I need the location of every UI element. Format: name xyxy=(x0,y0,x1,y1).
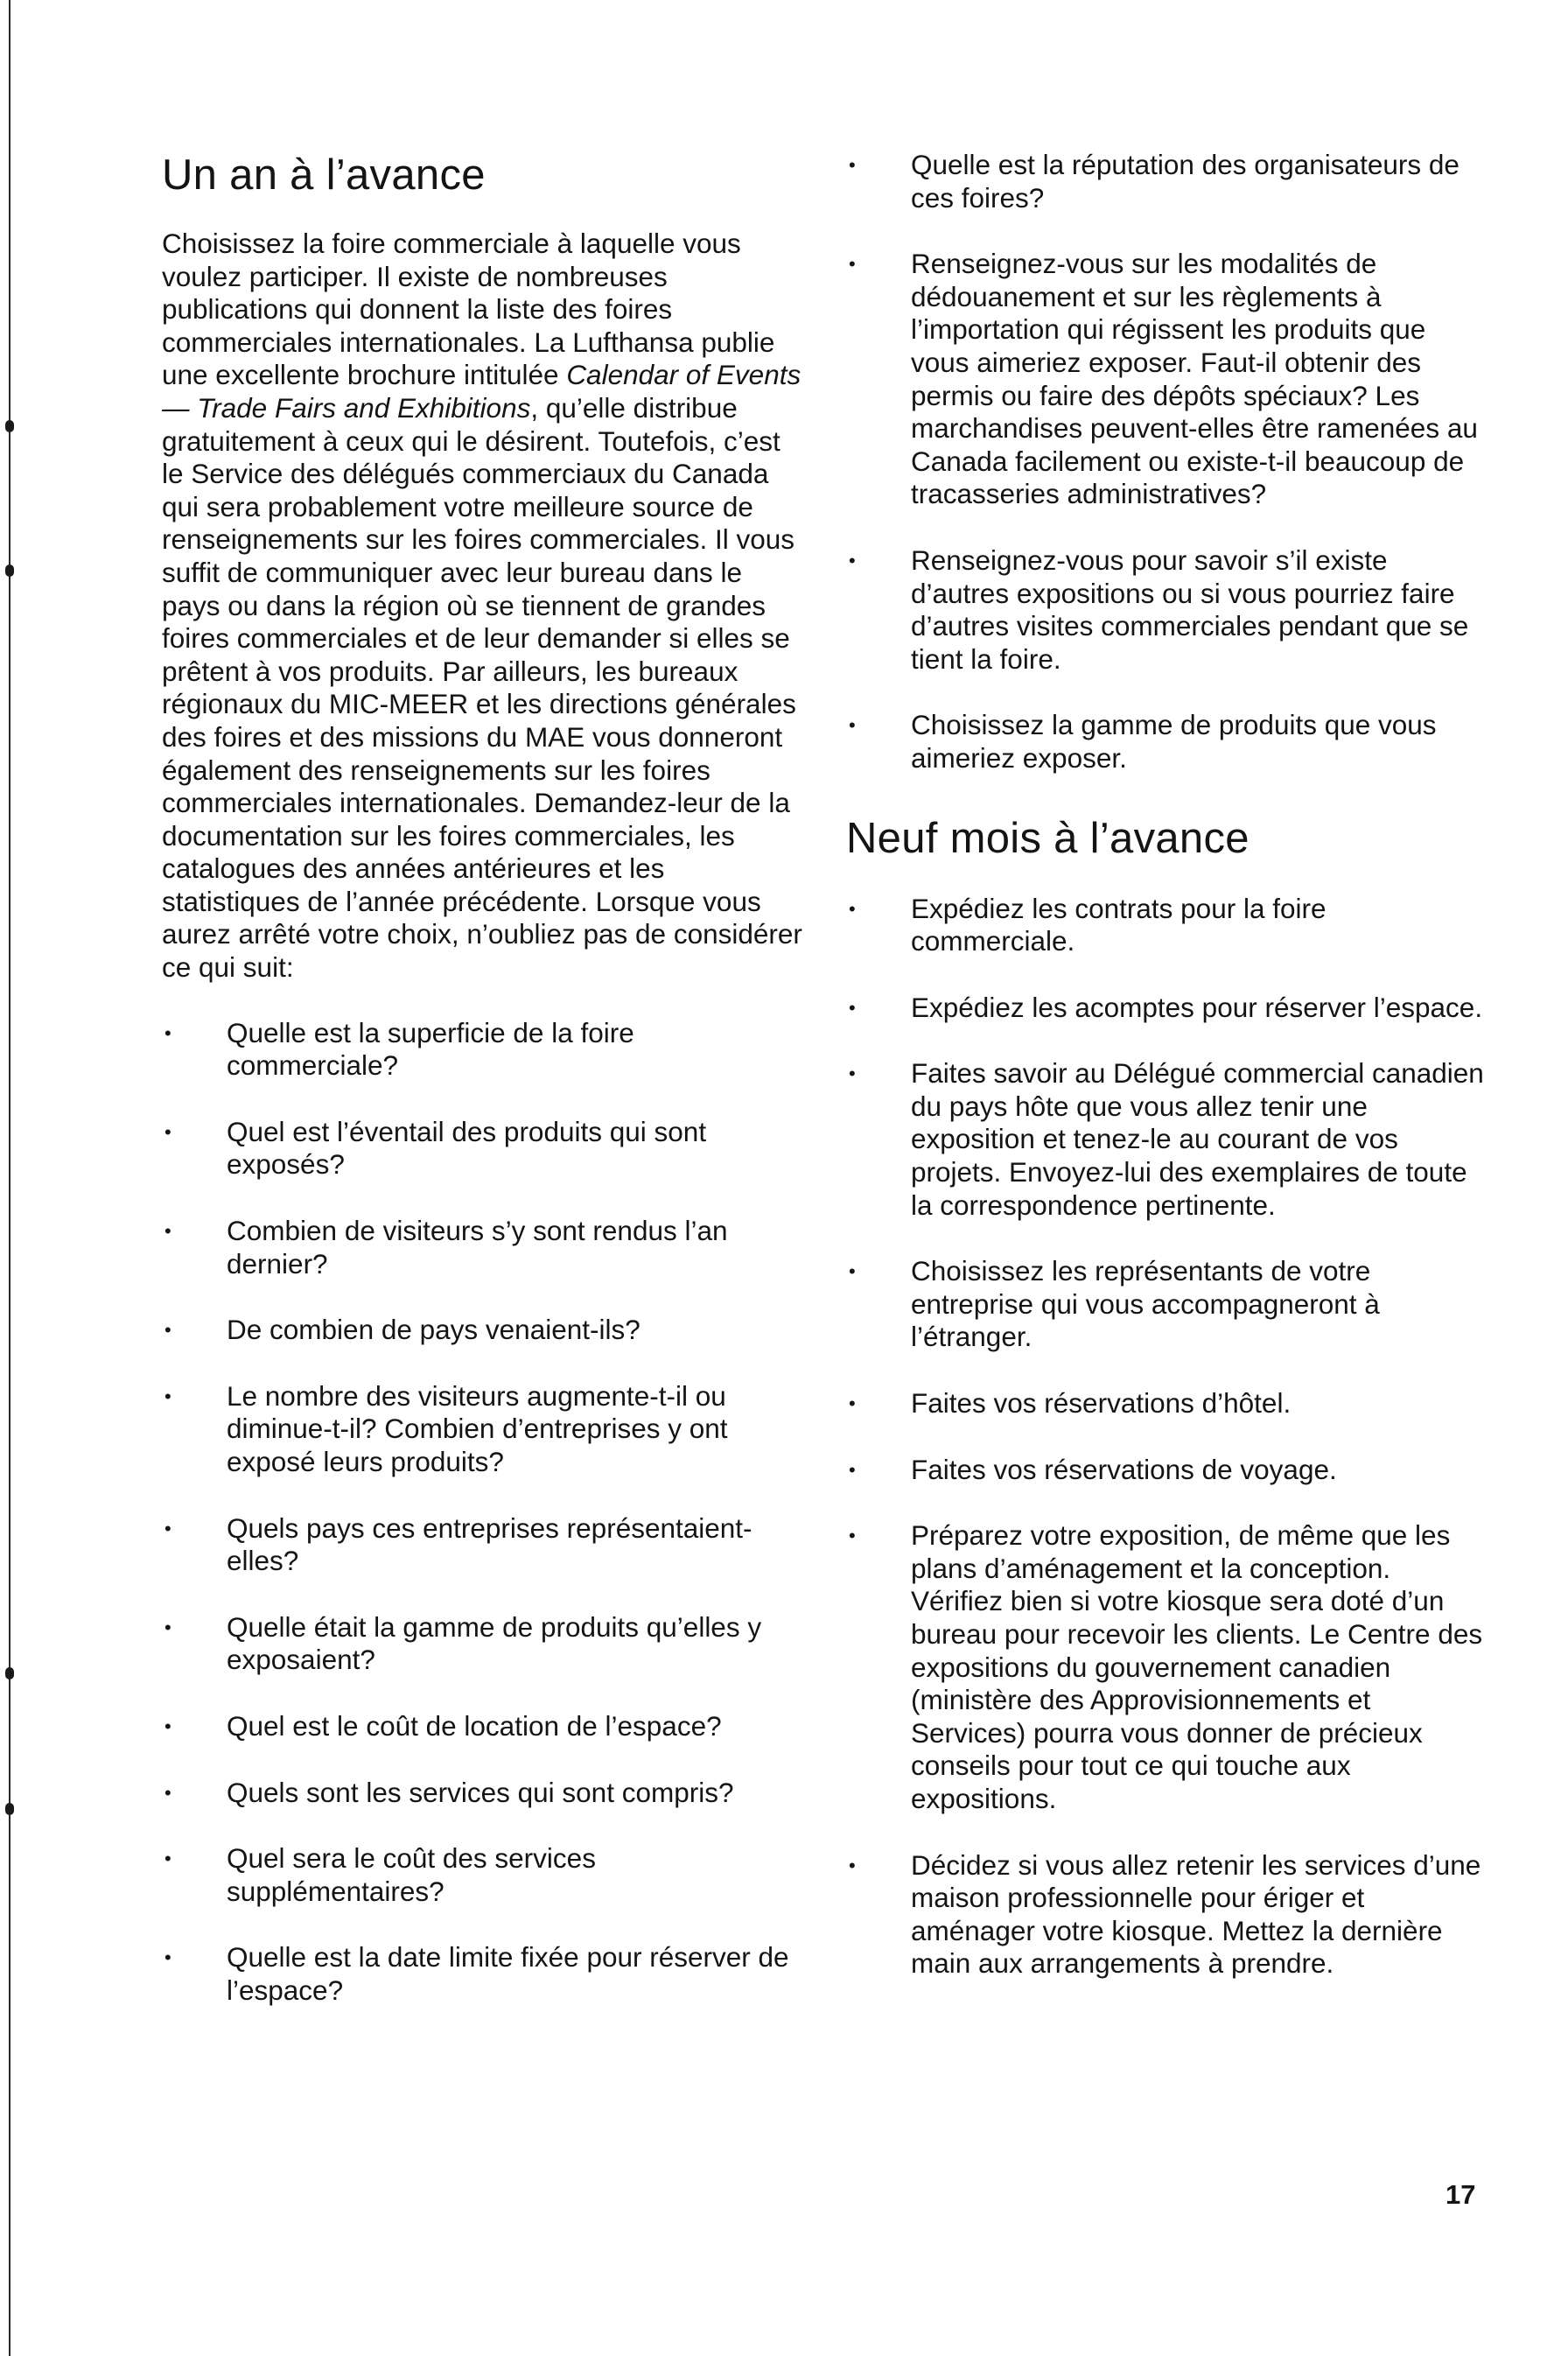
bullet-item xyxy=(162,1842,805,1908)
bullet-glyph: • xyxy=(164,1220,172,1243)
binding-hole-mark xyxy=(5,1667,14,1679)
bullet-glyph: • xyxy=(849,1062,856,1085)
bullet-glyph: • xyxy=(849,253,856,276)
bullet-glyph: • xyxy=(164,1517,172,1539)
bullet-glyph: • xyxy=(164,1781,172,1804)
bullet-item xyxy=(846,248,1485,511)
bullet-item xyxy=(162,1941,805,2007)
bullet-item xyxy=(846,149,1485,214)
binding-hole-mark xyxy=(5,420,14,432)
bullet-text: Expédiez les acomptes pour réserver l’espace. xyxy=(911,991,1483,1023)
bullet-item xyxy=(846,1255,1485,1354)
bullet-glyph: • xyxy=(164,1319,172,1342)
bullet-text: Quels sont les services qui sont compris? xyxy=(227,1776,734,1808)
bullet-glyph: • xyxy=(164,1385,172,1407)
bullet-item xyxy=(162,1314,805,1347)
bullet-item xyxy=(162,1116,805,1182)
checklist-left xyxy=(162,1017,805,2008)
bullet-text: Quelle est la réputation des organisateurs de ces foires? xyxy=(911,149,1460,214)
bullet-text: Quelle est la date limite fixée pour réserver de l’espace? xyxy=(227,1941,789,2006)
left-column xyxy=(162,149,805,2041)
bullet-text: Décidez si vous allez retenir les services d’une maison professionnelle pour ériger et aménager votre kiosque. Mettez la dernière main aux arrangements à prendre. xyxy=(911,1848,1481,1980)
bullet-item xyxy=(162,1215,805,1280)
bullet-glyph: • xyxy=(849,897,856,920)
bullet-item xyxy=(846,1519,1485,1815)
bullet-glyph: • xyxy=(849,1525,856,1547)
brochure-title: Calendar of Events — Trade Fairs and Exhibitions xyxy=(162,359,802,424)
checklist-nine-months xyxy=(846,893,1485,1981)
bullet-text: Faites vos réservations de voyage. xyxy=(911,1453,1337,1485)
bullet-item xyxy=(846,1057,1485,1222)
bullet-item xyxy=(846,544,1485,676)
bullet-glyph: • xyxy=(849,1260,856,1283)
bullet-text: Quels pays ces entreprises représentaient-elles? xyxy=(227,1511,752,1577)
bullet-text: Faites vos réservations d’hôtel. xyxy=(911,1387,1292,1420)
section-heading-neuf-mois: Neuf mois à l’avance xyxy=(846,814,1250,862)
bullet-item xyxy=(162,1777,805,1810)
bullet-text: Préparez votre exposition, de même que les plans d’aménagement et la conception. Vérifiez bien si votre kiosque sera doté d’un bureau pour recevoir les clients. Le Centre des expositions du gouvernement canadien (ministère des Approvisionnements et Services) pourra vous donner de précieux conseils pour tout ce qui touche aux expositions. xyxy=(911,1519,1483,1814)
bullet-text: Faites savoir au Délégué commercial canadien du pays hôte que vous allez tenir une exposition et tenez-le au courant de vos projets. Envoyez-lui des exemplaires de toute la correspondence pertinente. xyxy=(911,1057,1484,1221)
bullet-item xyxy=(162,1017,805,1083)
checklist-right-continued xyxy=(846,149,1485,775)
bullet-glyph: • xyxy=(164,1021,172,1044)
bullet-item xyxy=(846,893,1485,958)
bullet-text: De combien de pays venaient-ils? xyxy=(227,1314,640,1346)
bullet-text: Quel sera le coût des services supplémentaires? xyxy=(227,1842,596,1907)
intro-text-part: , qu’elle distribue gratuitement à ceux qui le désirent. Toutefois, c’est le Service des délégués commerciaux du Canada qui sera probablement votre meilleure source de renseignements sur les foires commerciales. Il vous suffit de communiquer avec leur bureau dans le pays ou dans la région où se tiennent de grandes foires commerciales et de leur demander si elles se prêtent à vos produits. Par ailleurs, les bureaux régionaux du MIC-MEER et les directions générales des foires et des missions du MAE vous donneront également des renseignements sur les foires commerciales internationales. Demandez-leur de la documentation sur les foires commerciales, les catalogues des années antérieures et les statistiques de l’année précédente. Lorsque vous aurez arrêté votre choix, n’oubliez pas de considérer ce qui suit: xyxy=(162,391,802,984)
bullet-glyph: • xyxy=(849,1854,856,1876)
bullet-item xyxy=(846,709,1485,775)
bullet-text: Quel est le coût de location de l’espace? xyxy=(227,1709,722,1742)
bullet-item xyxy=(162,1512,805,1578)
bullet-item xyxy=(846,1849,1485,1981)
bullet-glyph: • xyxy=(849,1458,856,1481)
bullet-glyph: • xyxy=(849,714,856,737)
bullet-text: Le nombre des visiteurs augmente-t-il ou diminue-t-il? Combien d’entreprises y ont exposé leurs produits? xyxy=(227,1379,728,1477)
bullet-text: Choisissez la gamme de produits que vous aimeriez exposer. xyxy=(911,709,1437,774)
bullet-text: Choisissez les représentants de votre entreprise qui vous accompagneront à l’étranger. xyxy=(911,1255,1380,1353)
binding-hole-mark xyxy=(5,1803,14,1815)
bullet-text: Combien de visiteurs s’y sont rendus l’an dernier? xyxy=(227,1215,728,1280)
bullet-text: Renseignez-vous sur les modalités de dédouanement et sur les règlements à l’importation qui régissent les produits que vous aimeriez exposer. Faut-il obtenir des permis ou faire des dépôts spéciaux? Les marchandises peuvent-elles être ramenées au Canada facilement ou existe-t-il beaucoup de tracasseries administratives? xyxy=(911,248,1478,510)
bullet-glyph: • xyxy=(164,1120,172,1143)
bullet-item xyxy=(162,1380,805,1479)
bullet-item xyxy=(162,1611,805,1677)
bullet-item xyxy=(846,1387,1485,1420)
bullet-glyph: • xyxy=(164,1848,172,1870)
bullet-text: Expédiez les contrats pour la foire commerciale. xyxy=(911,892,1326,957)
intro-text-part: Choisissez la foire commerciale à laquelle vous voulez participer. Il existe de nombreuses publications qui donnent la liste des foires commerciales internationales. La Lufthansa publie une excellente brochure intitulée xyxy=(162,228,775,391)
bullet-glyph: • xyxy=(849,1392,856,1415)
right-column xyxy=(846,149,1485,2014)
bullet-text: Quelle était la gamme de produits qu’elles y exposaient? xyxy=(227,1610,762,1676)
bullet-glyph: • xyxy=(164,1946,172,1969)
page-number: 17 xyxy=(1446,2179,1476,2210)
bullet-glyph: • xyxy=(849,549,856,571)
bullet-item xyxy=(846,992,1485,1025)
bullet-glyph: • xyxy=(164,1714,172,1737)
bullet-item xyxy=(162,1710,805,1743)
bullet-glyph: • xyxy=(849,996,856,1019)
bullet-text: Renseignez-vous pour savoir s’il existe d’autres expositions ou si vous pourriez faire d’autres visites commerciales pendant que se tient la foire. xyxy=(911,543,1469,675)
bullet-text: Quelle est la superficie de la foire commerciale? xyxy=(227,1016,634,1082)
binding-hole-mark xyxy=(5,564,14,577)
bullet-text: Quel est l’éventail des produits qui sont exposés? xyxy=(227,1115,707,1181)
binding-edge-line xyxy=(9,0,10,2356)
bullet-glyph: • xyxy=(849,154,856,176)
bullet-item xyxy=(846,1454,1485,1487)
section-heading-un-an: Un an à l’avance xyxy=(162,151,486,199)
bullet-glyph: • xyxy=(164,1616,172,1638)
intro-paragraph xyxy=(162,228,805,985)
